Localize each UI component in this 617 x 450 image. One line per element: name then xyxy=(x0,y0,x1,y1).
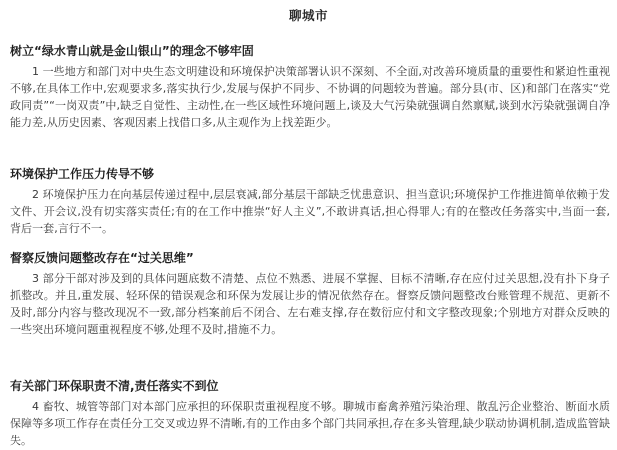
section-heading-4: 有关部门环保职责不清,责任落实不到位 xyxy=(10,379,219,393)
section-heading-3: 督察反馈问题整改存在“过关思维” xyxy=(10,251,194,265)
section-body-1: 1 一些地方和部门对中央生态文明建设和环境保护决策部署认识不深刻、不全面,对改善环境质量的重要性和紧迫性重视不够,在具体工作中,宏观要求多,落实执行少,发展与保护不同步、不协调的问题较为普遍。部分县(市、区)和部门在落实“党政同责”“一岗双责”中,缺乏自觉性、主动性,在一些区域性环境问题上,谈及大气污染就强调自然禀赋,谈到水污染就强调自净能力差,从历史因素、客观因素上找借口多,从主观作为上找差距少。 xyxy=(10,65,610,129)
section-body-3: 3 部分干部对涉及到的具体问题底数不清楚、点位不熟悉、进展不掌握、目标不清晰,存在应付过关思想,没有扑下身子抓整改。并且,重发展、轻环保的错误观念和环保为发展让步的情况依然存在。督察反馈问题整改台账管理不规范、更新不及时,部分内容与整改现况不一致,部分档案前后不闭合、左右难支撑,存在数衍应付和文字整改现象;个别地方对群众反映的一些突出环境问题重视程度不够,处理不及时,措施不力。 xyxy=(10,272,610,336)
document-title: 聊城市 xyxy=(288,8,328,23)
section-body-2: 2 环境保护压力在向基层传递过程中,层层衰减,部分基层干部缺乏忧患意识、担当意识;环境保护工作推进简单依赖于发文件、开会议,没有切实落实责任;有的在工作中推崇“好人主义”,不敢讲真话,担心得罪人;有的在整改任务落实中,当面一套,背后一套,言行不一。 xyxy=(10,188,610,235)
section-heading-2: 环境保护工作压力传导不够 xyxy=(10,167,155,181)
section-heading-1: 树立“绿水青山就是金山银山”的理念不够牢固 xyxy=(10,44,254,58)
section-body-4: 4 畜牧、城管等部门对本部门应承担的环保职责重视程度不够。聊城市畜禽养殖污染治理、散乱污企业整治、断面水质保障等多项工作存在责任分工交叉或边界不清晰,有的工作由多个部门共同承担,存在多头管理,缺少联动协调机制,造成监管缺失。 xyxy=(10,400,610,447)
